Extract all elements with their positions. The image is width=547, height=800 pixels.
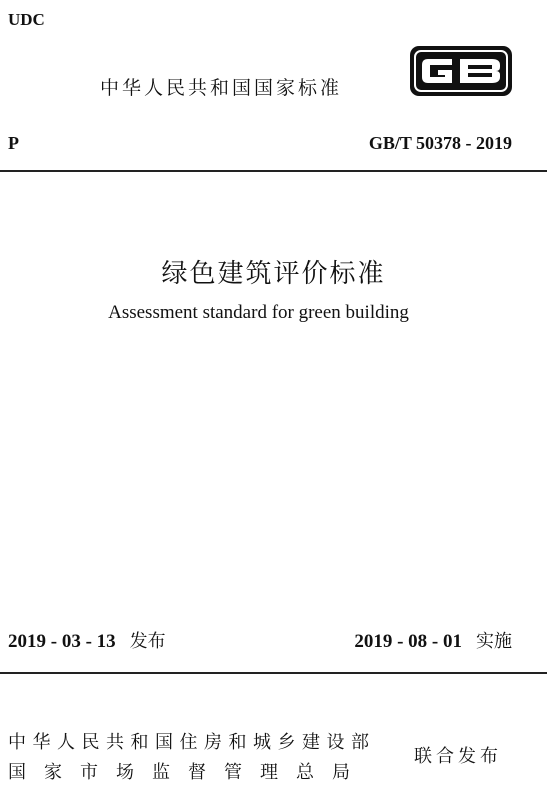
implementation-date: 2019 - 08 - 01	[354, 631, 462, 652]
issue-date-block	[8, 627, 166, 653]
standard-number: GB/T 50378 - 2019	[368, 133, 512, 153]
udc-label: UDC	[8, 10, 45, 29]
national-standard-heading: 中华人民共和国国家标准	[100, 77, 343, 99]
implementation-label: 实施	[476, 631, 512, 652]
gb-logo	[408, 44, 514, 98]
issue-date: 2019 - 03 - 13	[8, 631, 116, 652]
category-code: P	[8, 133, 19, 153]
joint-issue-label: 联合发布	[414, 746, 502, 767]
issuer-ministry: 中华人民共和国住房和城乡建设部	[8, 732, 376, 753]
title-chinese: 绿色建筑评价标准	[161, 259, 386, 289]
implementation-date-block	[354, 627, 512, 653]
issuer-administration: 国家市场监督管理总局	[8, 762, 368, 783]
title-english: Assessment standard for green building	[108, 302, 409, 323]
top-divider	[0, 170, 547, 172]
bottom-divider	[0, 672, 547, 674]
issue-label: 发布	[129, 631, 166, 652]
